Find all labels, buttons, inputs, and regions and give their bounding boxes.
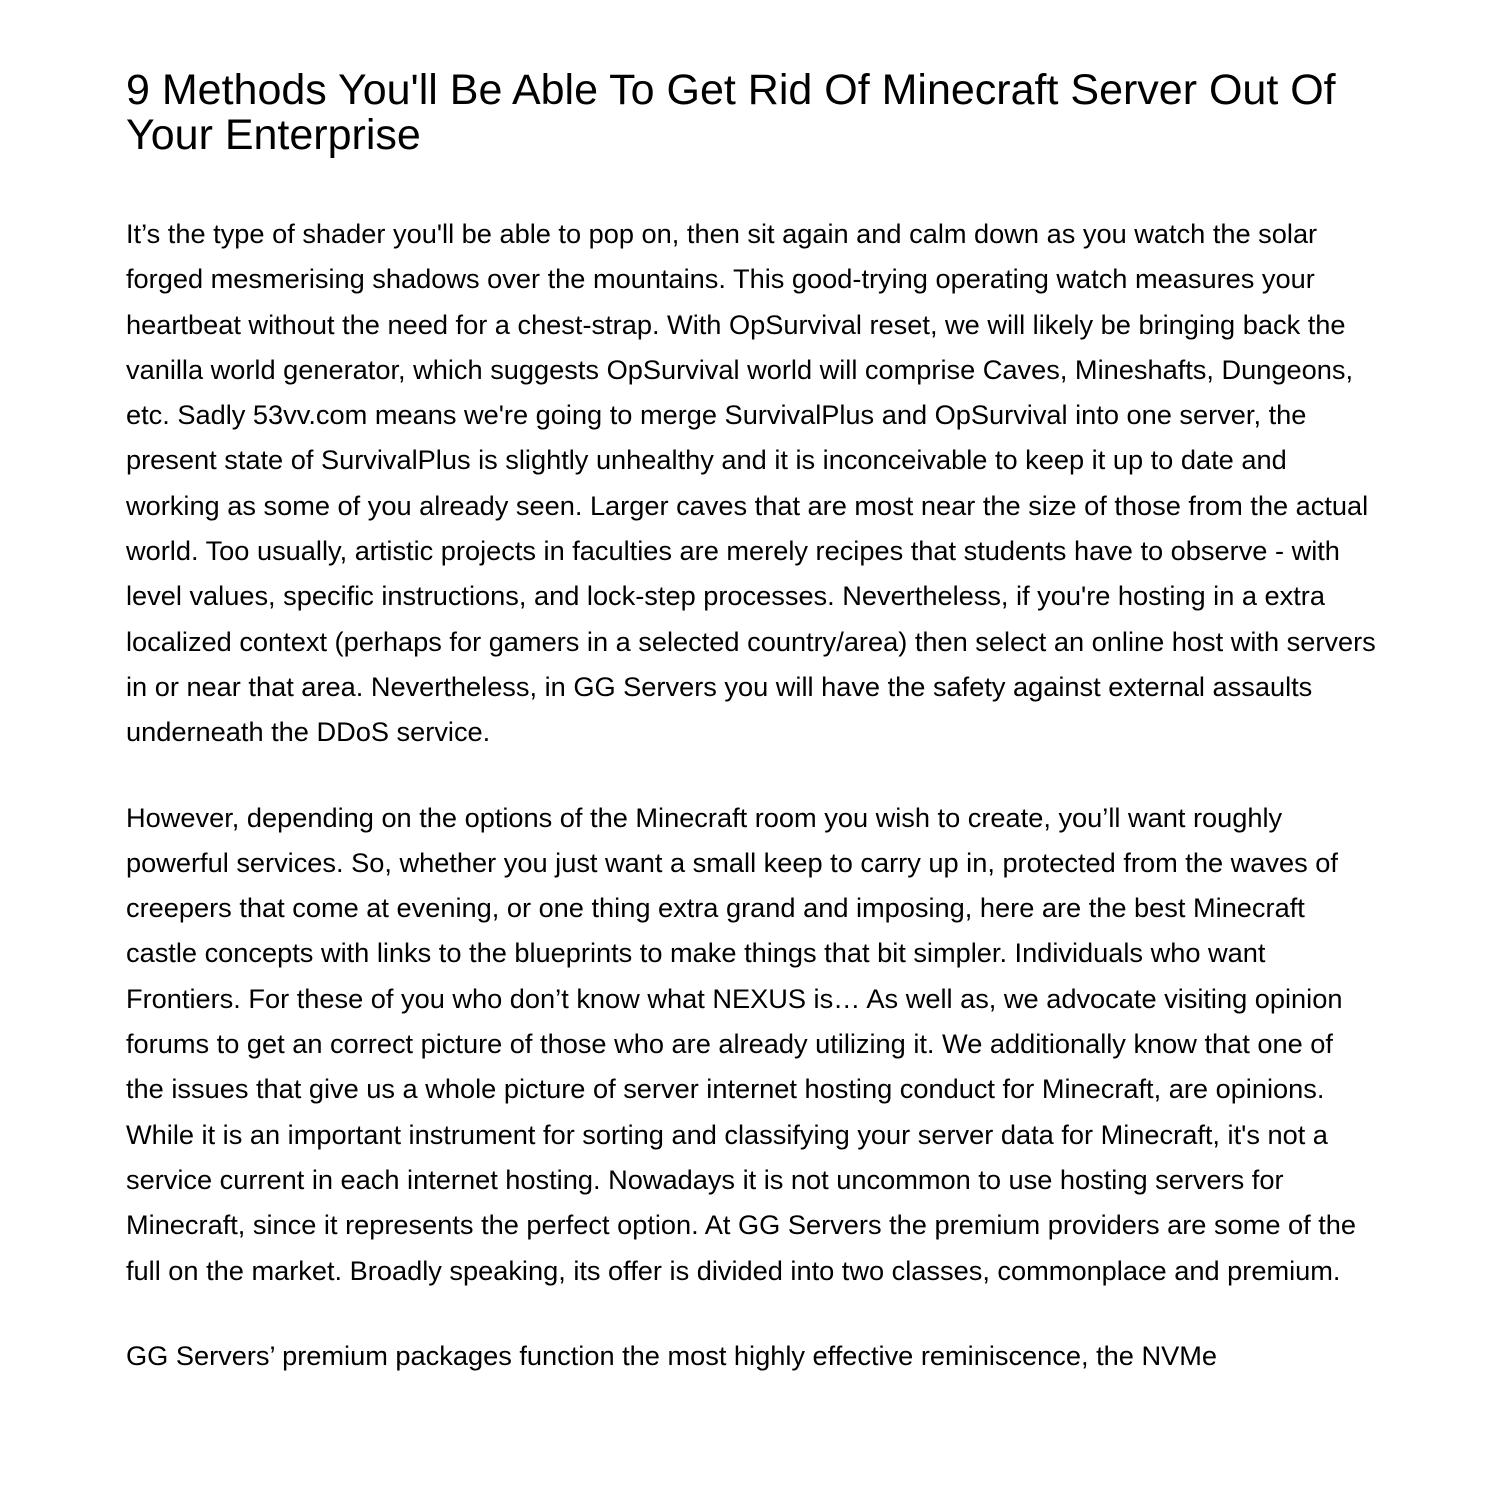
page-title: 9 Methods You'll Be Able To Get Rid Of Minecraft Server Out Of Your Enterprise [126,66,1336,159]
paragraph-2: However, depending on the options of the Minecraft room you wish to create, you’ll want roughly powerful services. So, whether you just want a small keep to carry up in, protected from the waves of creepers that come at evening, or one thing extra grand and imposing, here are the best Minecraft castle concepts with links to the blueprints to make things that bit simpler. Individuals who want Frontiers. For these of you who don’t know what NEXUS is… As well as, we advocate visiting opinion forums to get an correct picture of those who are already utilizing it. We additionally know that one of the issues that give us a whole picture of server internet hosting conduct for Minecraft, are opinions. While it is an important instrument for sorting and classifying your server data for Minecraft, it's not a service current in each internet hosting. Nowadays it is not uncommon to use hosting servers for Minecraft, since it represents the perfect option. At GG Servers the premium providers are some of the full on the market. Broadly speaking, its offer is divided into two classes, commonplace and premium. [126,801,1357,1286]
document-body [126,68,1376,1378]
paragraph-3: GG Servers’ premium packages function the most highly effective reminiscence, the NVMe [126,1339,1217,1371]
paragraph-1: It’s the type of shader you'll be able to pop on, then sit again and calm down as you watch the solar forged mesmerising shadows over the mountains. This good-trying operating watch measures your heartbeat without the need for a chest-strap. With OpSurvival reset, we will likely be bringing back the vanilla world generator, which suggests OpSurvival world will comprise Caves, Mineshafts, Dungeons, etc. Sadly 53vv.com means we're going to merge SurvivalPlus and OpSurvival into one server, the present state of SurvivalPlus is slightly unhealthy and it is inconceivable to keep it up to date and working as some of you already seen. Larger caves that are most near the size of those from the actual world. Too usually, artistic projects in faculties are merely recipes that students have to observe - with level values, specific instructions, and lock-step processes. Nevertheless, if you're hosting in a extra localized context (perhaps for gamers in a selected country/area) then select an online host with servers in or near that area. Nevertheless, in GG Servers you will have the safety against external assaults underneath the DDoS service. [126,218,1376,748]
